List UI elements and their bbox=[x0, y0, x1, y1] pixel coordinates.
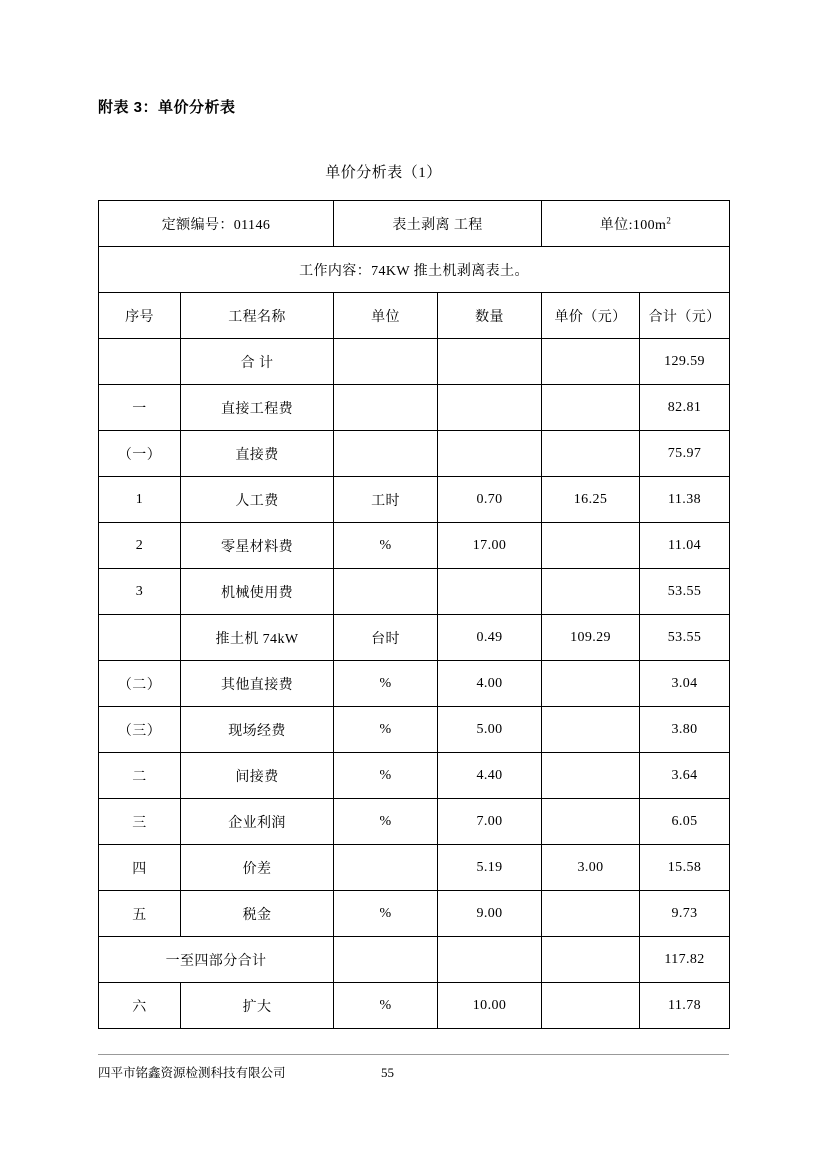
cell-name: 直接工程费 bbox=[181, 385, 334, 431]
cell-price bbox=[542, 799, 640, 845]
table-row bbox=[99, 845, 730, 891]
cell-no: 一 bbox=[99, 385, 181, 431]
cell-name: 推土机 74kW bbox=[181, 615, 334, 661]
cell-no: 三 bbox=[99, 799, 181, 845]
cell-price bbox=[542, 983, 640, 1029]
cell-total: 15.58 bbox=[640, 845, 730, 891]
cell-total: 3.80 bbox=[640, 707, 730, 753]
cell-qty bbox=[438, 569, 542, 615]
cell-unit bbox=[334, 431, 438, 477]
column-header-qty: 数量 bbox=[438, 293, 542, 339]
subtotal-row bbox=[99, 937, 730, 983]
cell-unit: 台时 bbox=[334, 615, 438, 661]
cell-name: 合 计 bbox=[181, 339, 334, 385]
quota-number-cell: 定额编号：01146 bbox=[99, 201, 334, 247]
cell-name: 间接费 bbox=[181, 753, 334, 799]
cell-unit bbox=[334, 569, 438, 615]
cell-name: 直接费 bbox=[181, 431, 334, 477]
work-content-row bbox=[99, 247, 730, 293]
cell-name: 其他直接费 bbox=[181, 661, 334, 707]
cell-total: 53.55 bbox=[640, 569, 730, 615]
cell-no: 六 bbox=[99, 983, 181, 1029]
cell-qty: 4.00 bbox=[438, 661, 542, 707]
unit-price-analysis-table bbox=[98, 200, 730, 1029]
cell-unit: % bbox=[334, 523, 438, 569]
cell-qty: 0.49 bbox=[438, 615, 542, 661]
cell-qty: 7.00 bbox=[438, 799, 542, 845]
cell-qty bbox=[438, 339, 542, 385]
cell-qty: 4.40 bbox=[438, 753, 542, 799]
cell-unit bbox=[334, 845, 438, 891]
work-content-cell: 工作内容：74KW 推土机剥离表土。 bbox=[99, 247, 730, 293]
table-header-info-row bbox=[99, 201, 730, 247]
cell-price: 16.25 bbox=[542, 477, 640, 523]
cell-qty: 5.00 bbox=[438, 707, 542, 753]
cell-unit bbox=[334, 385, 438, 431]
cell-name: 机械使用费 bbox=[181, 569, 334, 615]
cell-price: 109.29 bbox=[542, 615, 640, 661]
cell-no: 二 bbox=[99, 753, 181, 799]
cell-no: 五 bbox=[99, 891, 181, 937]
cell-name: 企业利润 bbox=[181, 799, 334, 845]
cell-total: 3.64 bbox=[640, 753, 730, 799]
cell-qty: 10.00 bbox=[438, 983, 542, 1029]
subtotal-total: 117.82 bbox=[640, 937, 730, 983]
project-name-cell: 表土剥离 工程 bbox=[334, 201, 542, 247]
cell-price bbox=[542, 431, 640, 477]
unit-superscript: 2 bbox=[666, 214, 672, 225]
cell-unit: % bbox=[334, 753, 438, 799]
table-row bbox=[99, 431, 730, 477]
cell-name: 价差 bbox=[181, 845, 334, 891]
cell-unit: 工时 bbox=[334, 477, 438, 523]
cell-price bbox=[542, 569, 640, 615]
table-row bbox=[99, 799, 730, 845]
column-header-no: 序号 bbox=[99, 293, 181, 339]
table-row bbox=[99, 983, 730, 1029]
table-row bbox=[99, 477, 730, 523]
cell-total: 129.59 bbox=[640, 339, 730, 385]
unit-cell bbox=[542, 201, 730, 247]
table-row bbox=[99, 707, 730, 753]
cell-price bbox=[542, 385, 640, 431]
cell-name: 扩大 bbox=[181, 983, 334, 1029]
cell-no bbox=[99, 339, 181, 385]
cell-total: 11.04 bbox=[640, 523, 730, 569]
cell-price bbox=[542, 707, 640, 753]
cell-total: 82.81 bbox=[640, 385, 730, 431]
cell-name: 税金 bbox=[181, 891, 334, 937]
cell-total: 9.73 bbox=[640, 891, 730, 937]
subtotal-label: 一至四部分合计 bbox=[99, 937, 334, 983]
page-footer bbox=[98, 1054, 729, 1081]
cell-name: 现场经费 bbox=[181, 707, 334, 753]
cell-name: 零星材料费 bbox=[181, 523, 334, 569]
cell-total: 6.05 bbox=[640, 799, 730, 845]
column-header-row bbox=[99, 293, 730, 339]
cell-price: 3.00 bbox=[542, 845, 640, 891]
cell-unit: % bbox=[334, 983, 438, 1029]
cell-price bbox=[542, 753, 640, 799]
cell-total: 3.04 bbox=[640, 661, 730, 707]
table-row bbox=[99, 615, 730, 661]
cell-price bbox=[542, 523, 640, 569]
table-row bbox=[99, 661, 730, 707]
cell-qty: 9.00 bbox=[438, 891, 542, 937]
subtotal-qty bbox=[438, 937, 542, 983]
cell-no: （二） bbox=[99, 661, 181, 707]
cell-total: 53.55 bbox=[640, 615, 730, 661]
cell-price bbox=[542, 339, 640, 385]
cell-no: 四 bbox=[99, 845, 181, 891]
subtotal-unit bbox=[334, 937, 438, 983]
cell-no: 3 bbox=[99, 569, 181, 615]
page-title: 附表 3：单价分析表 bbox=[98, 99, 236, 116]
cell-qty bbox=[438, 385, 542, 431]
cell-qty: 5.19 bbox=[438, 845, 542, 891]
column-header-price: 单价（元） bbox=[542, 293, 640, 339]
cell-no: 2 bbox=[99, 523, 181, 569]
cell-total: 11.78 bbox=[640, 983, 730, 1029]
column-header-name: 工程名称 bbox=[181, 293, 334, 339]
column-header-total: 合计（元） bbox=[640, 293, 730, 339]
cell-no: （三） bbox=[99, 707, 181, 753]
table-row bbox=[99, 891, 730, 937]
cell-price bbox=[542, 891, 640, 937]
cell-unit bbox=[334, 339, 438, 385]
table-row bbox=[99, 569, 730, 615]
cell-name: 人工费 bbox=[181, 477, 334, 523]
cell-no: 1 bbox=[99, 477, 181, 523]
unit-label: 单位:100m bbox=[599, 217, 667, 233]
table-row bbox=[99, 523, 730, 569]
table-title: 单价分析表（1） bbox=[325, 165, 442, 181]
cell-qty: 17.00 bbox=[438, 523, 542, 569]
table-row bbox=[99, 339, 730, 385]
footer-company: 四平市铭鑫资源检测科技有限公司 bbox=[98, 1066, 286, 1080]
cell-total: 11.38 bbox=[640, 477, 730, 523]
cell-no: （一） bbox=[99, 431, 181, 477]
column-header-unit: 单位 bbox=[334, 293, 438, 339]
cell-unit: % bbox=[334, 661, 438, 707]
cell-unit: % bbox=[334, 707, 438, 753]
cell-unit: % bbox=[334, 891, 438, 937]
table-row bbox=[99, 385, 730, 431]
cell-qty: 0.70 bbox=[438, 477, 542, 523]
cell-unit: % bbox=[334, 799, 438, 845]
cell-total: 75.97 bbox=[640, 431, 730, 477]
table-row bbox=[99, 753, 730, 799]
cell-price bbox=[542, 661, 640, 707]
footer-page-number: 55 bbox=[381, 1065, 394, 1080]
subtotal-price bbox=[542, 937, 640, 983]
cell-qty bbox=[438, 431, 542, 477]
cell-no bbox=[99, 615, 181, 661]
